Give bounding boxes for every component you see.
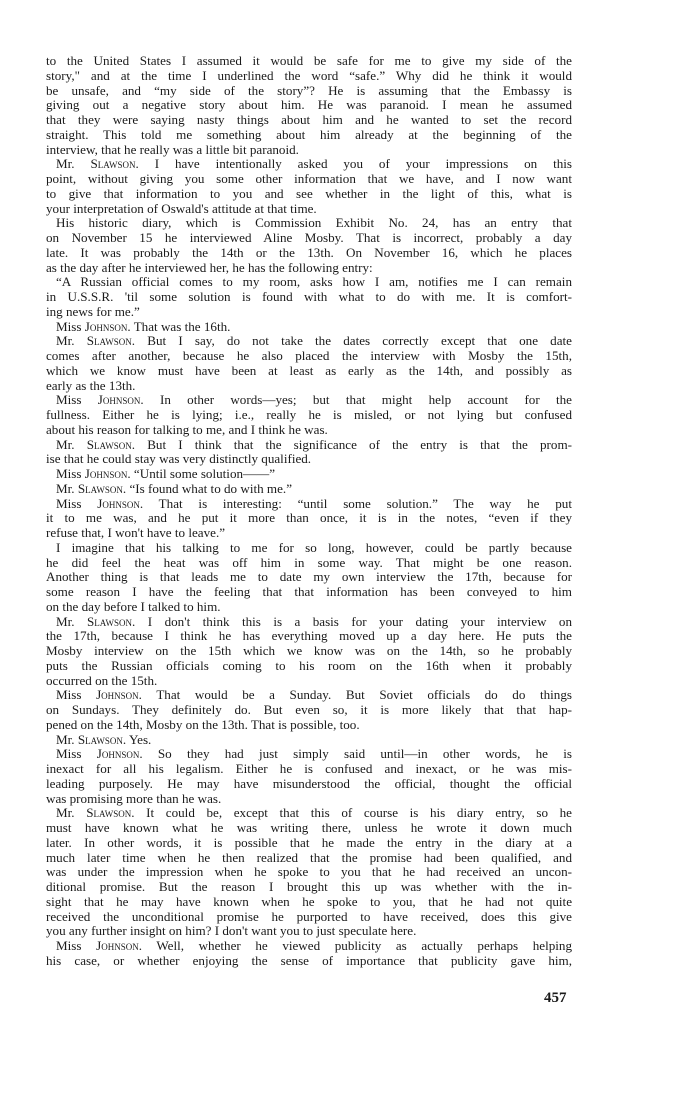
line-text: on the day before I talked to him. [46,598,221,614]
text-line [46,747,572,762]
text-line [46,320,572,335]
speaker-title: Miss [56,495,82,511]
speaker-name: Slawson. [86,805,135,821]
line-text: to give that information to you and see whether in the light of this, what is [46,185,572,201]
line-text: he did feel the heat was off him in some way. That might be one reason. [46,554,572,570]
speaker-title: Miss [56,938,82,953]
text-line [46,762,572,777]
line-text: inexact for all his legalism. Either he is confused and inexact, or he was mis- [46,761,572,776]
speaker-title: Mr. [56,613,75,629]
line-text: on Sundays. They definitely do. But even so, it is more likely that that hap- [46,702,572,717]
line-text: That is interesting: “until some solution.” The way he put [158,495,572,511]
line-text: I have intentionally asked you of your impressions on this [154,156,572,172]
text-line [46,172,572,187]
line-text: Mosby interview on the 15th which we know was on the 14th, so he probably [46,643,572,658]
speaker-title: Mr. [56,436,75,452]
text-line [46,113,572,128]
line-text: later. In other words, it is possible that he made the entry in the diary at a [46,834,572,850]
speaker-name: Johnson. [96,938,142,953]
line-text: which we know must have been at least as early as the 14th, and possibly as [46,362,572,378]
line-text: fullness. Either he is lying; i.e., really he is misled, or not lying but confused [46,407,572,422]
line-text: Another thing is that leads me to date my own interview the 17th, because for [46,569,572,585]
text-line [46,305,572,320]
text-line [46,246,572,261]
text-line [46,821,572,836]
text-line [46,187,572,202]
text-line [46,910,572,925]
text-line [46,880,572,895]
text-line [46,600,572,615]
line-text: that they were saying nasty things about him and he wanted to set the record [46,112,572,127]
page-number: 457 [544,990,567,1006]
text-line [46,128,572,143]
line-text: His historic diary, which is Commission Exhibit No. 24, has an entry that [56,215,572,231]
line-text: point, without giving you some other information that we have, and I now want [46,171,572,186]
line-text: In other words—yes; but that might help account for the [159,392,572,408]
line-text: some reason I have the feeling that that information has been conveyed to him [46,584,572,599]
speaker-name: Johnson. [84,466,131,481]
text-line [46,895,572,910]
text-line [46,202,572,217]
text-line [46,98,572,113]
text-line [46,688,572,703]
speaker-name: Johnson. [97,392,144,408]
speaker-name: Johnson. [84,318,131,334]
text-line [46,556,572,571]
text-line [46,570,572,585]
speaker-name: Slawson. [90,156,139,172]
line-text: was promising more than he was. [46,790,222,806]
speaker-title: Miss [56,318,82,334]
line-text: ditional promise. But the reason I brought this up was whether with the in- [46,879,572,894]
speaker-title: Mr. [56,480,75,496]
line-text: giving out a negative story about him. He was paranoid. I mean he assumed [46,97,572,113]
line-text: it to me was, and he put it more than once, it is in the notes, “even if they [46,510,572,526]
text-line [46,806,572,821]
line-text: in U.S.S.R. 'til some solution is found with what to do with me. It is comfort- [46,289,572,304]
text-line [46,703,572,718]
text-line [46,84,572,99]
speaker-name: Slawson. [86,436,136,452]
line-text: occurred on the 15th. [46,672,158,688]
line-text: as the day after he interviewed her, he has the following entry: [46,259,373,275]
line-text: much later time when he then realized that the promise had been qualified, and [46,849,572,865]
speaker-name: Johnson. [96,687,142,703]
line-text: leading purposely. He may have misunderstood the official, thought the official [46,775,572,791]
line-text: puts the Russian officials coming to his room on the 16th when it probably [46,657,572,673]
line-text: his case, or whether enjoying the sense of importance that publicity gave him, [46,952,572,968]
line-text: pened on the 14th, Mosby on the 13th. That is possible, too. [46,716,360,732]
text-line [46,393,572,408]
line-text: Well, whether he viewed publicity as actually perhaps helping [156,938,572,953]
speaker-name: Slawson. [87,613,136,629]
text-line [46,629,572,644]
text-line [46,467,572,482]
line-text: comes after another, because he also placed the interview with Mosby the 15th, [46,348,572,363]
text-line [46,733,572,748]
speaker-name: Slawson. [77,480,127,496]
text-line [46,216,572,231]
line-text: the 17th, because I think he has everything moved up a day here. He puts the [46,628,572,644]
line-text: was under the impression when he spoke to you that he had received an uncon- [46,864,572,880]
line-text: be unsafe, and “my side of the story”? He is assuming that the Embassy is [46,82,572,98]
text-line [46,157,572,172]
text-line [46,438,572,453]
text-line [46,526,572,541]
line-text: But I think that the significance of the entry is that the prom- [147,436,572,452]
speaker-name: Johnson. [97,495,144,511]
text-line [46,924,572,939]
line-text: So they had just simply said until—in other words, he is [157,746,572,762]
speaker-title: Mr. [56,805,75,821]
speaker-title: Miss [56,466,82,481]
line-text: story," and at the time I underlined the word “safe.” Why did he think it would [46,67,572,83]
line-text: ise that he could stay was very distinctly qualified. [46,451,312,467]
speaker-title: Mr. [56,156,75,172]
line-text: But I say, do not take the dates correctly except that one date [147,333,572,349]
line-text: sight that he may have known when he spoke to you, that he had not quite [46,893,572,909]
text-line [46,482,572,497]
text-line [46,585,572,600]
line-text: straight. This told me something about him already at the beginning of the [46,126,572,142]
speaker-name: Slawson. [86,333,136,349]
text-line [46,275,572,290]
line-text: must have known what he was writing there, unless he wrote it down much [46,820,572,835]
text-line [46,364,572,379]
line-text: Yes. [128,731,152,747]
text-line [46,644,572,659]
line-text: I imagine that his talking to me for so long, however, could be partly because [56,539,572,555]
line-text: you any further insight on him? I don't want you to just speculate here. [46,923,417,939]
text-line [46,718,572,733]
text-line [46,939,572,954]
line-text: “A Russian official comes to my room, asks how I am, notifies me I can remain [56,274,572,290]
text-line [46,334,572,349]
line-text: ing news for me.” [46,303,140,319]
text-line [46,54,572,69]
text-line [46,290,572,305]
text-line [46,497,572,512]
line-text: “Is found what to do with me.” [129,480,293,496]
text-line [46,349,572,364]
speaker-title: Miss [56,392,82,408]
line-text: interview, that he really was a little bit paranoid. [46,141,299,157]
line-text: early as the 13th. [46,377,136,393]
text-line [46,423,572,438]
text-line [46,408,572,423]
line-text: about his reason for talking to me, and I think he was. [46,421,328,437]
text-line [46,261,572,276]
speaker-title: Miss [56,687,82,703]
line-text: It could be, except that this of course is his diary entry, so he [146,805,572,821]
document-body [46,54,572,969]
text-line [46,231,572,246]
speaker-title: Miss [56,746,82,762]
speaker-name: Slawson. [77,731,127,747]
text-line [46,674,572,689]
line-text: on November 15 he interviewed Aline Mosby. That is incorrect, probably a day [46,230,572,245]
speaker-name: Johnson. [96,746,143,762]
speaker-title: Mr. [56,731,75,747]
line-text: “Until some solution——” [133,466,276,481]
text-line [46,379,572,394]
line-text: late. It was probably the 14th or the 13th. On November 16, which he places [46,244,572,260]
line-text: your interpretation of Oswald's attitude at that time. [46,200,317,216]
text-line [46,452,572,467]
line-text: refuse that, I won't have to leave.” [46,525,226,540]
speaker-title: Mr. [56,333,75,349]
text-line [46,954,572,969]
line-text: to the United States I assumed it would be safe for me to give my side of the [46,53,572,68]
text-line [46,69,572,84]
line-text: received the unconditional promise he purported to have received, does this give [46,908,572,924]
text-line [46,143,572,158]
text-line [46,659,572,674]
line-text: I don't think this is a basis for your dating your interview on [147,613,573,629]
text-line [46,836,572,851]
text-line [46,541,572,556]
text-line [46,615,572,630]
text-line [46,865,572,880]
line-text: That would be a Sunday. But Soviet officials do do things [156,687,572,703]
text-line [46,851,572,866]
text-line [46,511,572,526]
text-line [46,777,572,792]
text-line [46,792,572,807]
line-text: That was the 16th. [133,318,231,334]
